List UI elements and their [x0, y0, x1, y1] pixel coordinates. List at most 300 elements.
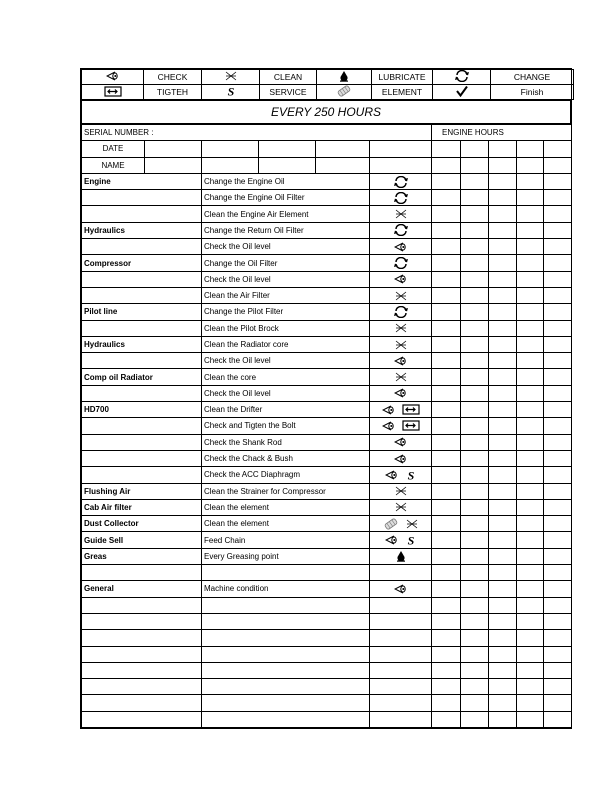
- component-label: [82, 613, 202, 629]
- hours-cell[interactable]: [544, 532, 572, 548]
- hours-cell[interactable]: [461, 222, 489, 238]
- hours-cell[interactable]: [489, 516, 517, 532]
- hours-cell[interactable]: [461, 255, 489, 271]
- hours-cell[interactable]: [489, 679, 517, 695]
- hours-cell[interactable]: [432, 581, 461, 597]
- hours-cell[interactable]: [432, 353, 461, 369]
- task-label: Clean the element: [202, 499, 370, 515]
- hours-cell[interactable]: [544, 581, 572, 597]
- symbol-cell: [370, 402, 432, 418]
- name-row: [82, 157, 572, 173]
- checkmark-icon: [433, 85, 491, 100]
- task-label: Change the Engine Oil Filter: [202, 190, 370, 206]
- component-label: Dust Collector: [82, 516, 202, 532]
- hours-cell[interactable]: [461, 353, 489, 369]
- component-label: [82, 662, 202, 678]
- hours-cell[interactable]: [461, 157, 489, 173]
- hours-cell[interactable]: [432, 190, 461, 206]
- clean-icon: [394, 372, 408, 381]
- task-label: Clean the Pilot Brock: [202, 320, 370, 336]
- component-label: Greas: [82, 548, 202, 564]
- table-row: [82, 662, 572, 678]
- hours-cell[interactable]: [517, 320, 544, 336]
- hours-cell[interactable]: [489, 402, 517, 418]
- hours-cell[interactable]: [461, 418, 489, 434]
- hours-cell[interactable]: [489, 450, 517, 466]
- table-row: [82, 646, 572, 662]
- hours-cell[interactable]: [461, 695, 489, 711]
- name-field[interactable]: [316, 157, 370, 173]
- hours-cell[interactable]: [432, 548, 461, 564]
- symbol-cell: [370, 418, 432, 434]
- hours-cell[interactable]: [489, 320, 517, 336]
- hours-cell[interactable]: [517, 711, 544, 727]
- check-icon: [394, 242, 408, 251]
- hours-cell[interactable]: [544, 483, 572, 499]
- symbol-cell: [370, 630, 432, 646]
- hours-cell[interactable]: [544, 157, 572, 173]
- hours-cell[interactable]: [489, 467, 517, 483]
- hours-cell[interactable]: [544, 711, 572, 727]
- task-label: Clean the Radiator core: [202, 336, 370, 352]
- hours-cell[interactable]: [489, 532, 517, 548]
- hours-cell[interactable]: [517, 467, 544, 483]
- symbol-cell: [370, 287, 432, 303]
- legend-label: ELEMENT: [372, 85, 433, 100]
- symbol-cell: [370, 434, 432, 450]
- symbol-cell: [370, 353, 432, 369]
- symbol-cell: [370, 450, 432, 466]
- hours-cell[interactable]: [517, 141, 544, 157]
- hours-cell[interactable]: [461, 239, 489, 255]
- symbol-cell: [370, 206, 432, 222]
- hours-cell[interactable]: [461, 402, 489, 418]
- hours-cell[interactable]: [489, 206, 517, 222]
- hours-cell[interactable]: [432, 157, 461, 173]
- task-label: Check the ACC Diaphragm: [202, 467, 370, 483]
- legend-label: CLEAN: [260, 70, 317, 85]
- hours-cell[interactable]: [432, 662, 461, 678]
- hours-cell[interactable]: [544, 613, 572, 629]
- hours-cell[interactable]: [432, 369, 461, 385]
- svg-text:S: S: [407, 534, 414, 547]
- hours-cell[interactable]: [432, 499, 461, 515]
- hours-cell[interactable]: [489, 385, 517, 401]
- hours-cell[interactable]: [489, 255, 517, 271]
- hours-cell[interactable]: [432, 271, 461, 287]
- hours-cell[interactable]: [432, 173, 461, 189]
- hours-cell[interactable]: [432, 597, 461, 613]
- legend-label: Finish: [491, 85, 574, 100]
- component-label: General: [82, 581, 202, 597]
- hours-cell[interactable]: [489, 157, 517, 173]
- component-label: [82, 190, 202, 206]
- hours-cell[interactable]: [489, 581, 517, 597]
- legend-label: SERVICE: [260, 85, 317, 100]
- hours-cell[interactable]: [517, 190, 544, 206]
- hours-cell[interactable]: [432, 141, 461, 157]
- task-label: [202, 695, 370, 711]
- component-label: [82, 565, 202, 581]
- hours-cell[interactable]: [432, 565, 461, 581]
- hours-cell[interactable]: [461, 173, 489, 189]
- symbol-cell: [370, 173, 432, 189]
- task-label: [202, 613, 370, 629]
- hours-cell[interactable]: [489, 483, 517, 499]
- task-label: Check the Oil level: [202, 353, 370, 369]
- check-icon: [382, 421, 396, 430]
- date-field[interactable]: [202, 141, 259, 157]
- hours-cell[interactable]: [432, 304, 461, 320]
- hours-cell[interactable]: [517, 173, 544, 189]
- hours-cell[interactable]: [544, 402, 572, 418]
- hours-cell[interactable]: [544, 287, 572, 303]
- hours-cell[interactable]: [432, 239, 461, 255]
- hours-cell[interactable]: [461, 646, 489, 662]
- hours-cell[interactable]: [517, 385, 544, 401]
- task-label: Change the Engine Oil: [202, 173, 370, 189]
- hours-cell[interactable]: [517, 646, 544, 662]
- hours-cell[interactable]: [544, 418, 572, 434]
- task-label: Clean the Drifter: [202, 402, 370, 418]
- symbol-cell: [370, 222, 432, 238]
- clean-icon: [394, 503, 408, 512]
- hours-cell[interactable]: [544, 239, 572, 255]
- task-label: Machine condition: [202, 581, 370, 597]
- hours-cell[interactable]: [544, 320, 572, 336]
- hours-cell[interactable]: [461, 597, 489, 613]
- date-field[interactable]: [370, 141, 432, 157]
- hours-cell[interactable]: [461, 450, 489, 466]
- symbol-cell: [370, 255, 432, 271]
- hours-cell[interactable]: [544, 662, 572, 678]
- hours-cell[interactable]: [432, 206, 461, 222]
- hours-cell[interactable]: [517, 695, 544, 711]
- component-label: [82, 434, 202, 450]
- hours-cell[interactable]: [461, 369, 489, 385]
- hours-cell[interactable]: [544, 222, 572, 238]
- component-label: Pilot line: [82, 304, 202, 320]
- symbol-cell: [370, 304, 432, 320]
- hours-cell[interactable]: [517, 499, 544, 515]
- table-row: [82, 695, 572, 711]
- component-label: [82, 450, 202, 466]
- svg-text:S: S: [407, 468, 414, 481]
- hours-cell[interactable]: [517, 206, 544, 222]
- hours-cell[interactable]: [517, 662, 544, 678]
- hours-cell[interactable]: [461, 581, 489, 597]
- component-label: [82, 287, 202, 303]
- hours-cell[interactable]: [544, 450, 572, 466]
- hours-cell[interactable]: [489, 711, 517, 727]
- hours-cell[interactable]: [489, 548, 517, 564]
- check-icon: [382, 405, 396, 414]
- hours-cell[interactable]: [544, 516, 572, 532]
- hours-cell[interactable]: [432, 336, 461, 352]
- hours-cell[interactable]: [461, 304, 489, 320]
- hours-cell[interactable]: [544, 467, 572, 483]
- hours-cell[interactable]: [517, 630, 544, 646]
- task-label: Check the Chack & Bush: [202, 450, 370, 466]
- hours-cell[interactable]: [461, 630, 489, 646]
- hours-cell[interactable]: [517, 548, 544, 564]
- change-icon: [393, 226, 409, 235]
- name-field[interactable]: [370, 157, 432, 173]
- check-icon: [385, 470, 399, 479]
- task-label: Clean the element: [202, 516, 370, 532]
- hours-cell[interactable]: [544, 336, 572, 352]
- hours-cell[interactable]: [544, 385, 572, 401]
- hours-cell[interactable]: [461, 206, 489, 222]
- date-field[interactable]: [316, 141, 370, 157]
- hours-cell[interactable]: [489, 662, 517, 678]
- hours-cell[interactable]: [432, 222, 461, 238]
- hours-cell[interactable]: [432, 287, 461, 303]
- hours-cell[interactable]: [544, 255, 572, 271]
- task-label: Check the Shank Rod: [202, 434, 370, 450]
- table-row: [82, 239, 572, 255]
- component-label: [82, 597, 202, 613]
- hours-cell[interactable]: [432, 613, 461, 629]
- oil-drop-icon: [317, 70, 372, 85]
- hours-cell[interactable]: [461, 434, 489, 450]
- hours-cell[interactable]: [461, 548, 489, 564]
- table-row: [82, 450, 572, 466]
- name-field[interactable]: [202, 157, 259, 173]
- hours-cell[interactable]: [461, 271, 489, 287]
- hours-cell[interactable]: [489, 646, 517, 662]
- hours-cell[interactable]: [544, 597, 572, 613]
- hours-cell[interactable]: [489, 271, 517, 287]
- hours-cell[interactable]: [517, 532, 544, 548]
- hours-cell[interactable]: [489, 597, 517, 613]
- hours-cell[interactable]: [517, 516, 544, 532]
- hours-cell[interactable]: [461, 141, 489, 157]
- hours-cell[interactable]: [432, 450, 461, 466]
- hours-cell[interactable]: [432, 679, 461, 695]
- hours-cell[interactable]: [432, 402, 461, 418]
- hours-cell[interactable]: [489, 304, 517, 320]
- symbol-cell: [370, 271, 432, 287]
- hours-cell[interactable]: [461, 532, 489, 548]
- hours-cell[interactable]: [489, 336, 517, 352]
- hours-cell[interactable]: [517, 483, 544, 499]
- hours-cell[interactable]: [544, 565, 572, 581]
- change-icon: [393, 258, 409, 267]
- task-label: Clean the core: [202, 369, 370, 385]
- hours-cell[interactable]: [544, 434, 572, 450]
- hours-cell[interactable]: [517, 369, 544, 385]
- hours-cell[interactable]: [461, 662, 489, 678]
- component-label: Comp oil Radiator: [82, 369, 202, 385]
- hours-cell[interactable]: [544, 271, 572, 287]
- component-label: [82, 353, 202, 369]
- hours-cell[interactable]: [461, 467, 489, 483]
- hours-cell[interactable]: [489, 613, 517, 629]
- name-field[interactable]: [145, 157, 202, 173]
- table-row: [82, 548, 572, 564]
- hours-cell[interactable]: [517, 565, 544, 581]
- component-label: [82, 646, 202, 662]
- hours-cell[interactable]: [432, 434, 461, 450]
- hours-cell[interactable]: [432, 646, 461, 662]
- hours-cell[interactable]: [461, 613, 489, 629]
- hours-cell[interactable]: [517, 222, 544, 238]
- hours-cell[interactable]: [461, 190, 489, 206]
- table-row: [82, 483, 572, 499]
- hours-cell[interactable]: [461, 679, 489, 695]
- element-icon: [383, 519, 399, 528]
- date-field[interactable]: [145, 141, 202, 157]
- hours-cell[interactable]: [517, 255, 544, 271]
- hours-cell[interactable]: [517, 336, 544, 352]
- hours-cell[interactable]: [489, 565, 517, 581]
- table-row: [82, 320, 572, 336]
- legend-label: TIGTEH: [144, 85, 202, 100]
- table-row: [82, 287, 572, 303]
- hours-cell[interactable]: [432, 255, 461, 271]
- hours-cell[interactable]: [461, 320, 489, 336]
- hours-cell[interactable]: [544, 141, 572, 157]
- symbol-cell: [370, 239, 432, 255]
- hours-cell[interactable]: [461, 385, 489, 401]
- task-label: Check the Oil level: [202, 239, 370, 255]
- legend-label: LUBRICATE: [372, 70, 433, 85]
- hours-cell[interactable]: [517, 418, 544, 434]
- hours-cell[interactable]: [489, 239, 517, 255]
- hours-cell[interactable]: [544, 679, 572, 695]
- hours-cell[interactable]: [517, 287, 544, 303]
- svg-text:S: S: [227, 85, 234, 97]
- hours-cell[interactable]: [461, 287, 489, 303]
- hours-cell[interactable]: [461, 565, 489, 581]
- task-label: Clean the Strainer for Compressor: [202, 483, 370, 499]
- hours-cell[interactable]: [461, 711, 489, 727]
- tighten-icon: [402, 421, 420, 430]
- hours-cell[interactable]: [517, 304, 544, 320]
- hours-cell[interactable]: [461, 336, 489, 352]
- eye-check-icon: [82, 70, 144, 85]
- hours-cell[interactable]: [489, 190, 517, 206]
- hours-cell[interactable]: [489, 630, 517, 646]
- tighten-icon: [402, 405, 420, 414]
- hours-cell[interactable]: [432, 467, 461, 483]
- hours-cell[interactable]: [517, 597, 544, 613]
- task-label: Change the Oil Filter: [202, 255, 370, 271]
- hours-cell[interactable]: [432, 385, 461, 401]
- hours-cell[interactable]: [461, 516, 489, 532]
- hours-cell[interactable]: [517, 157, 544, 173]
- hours-cell[interactable]: [432, 630, 461, 646]
- hours-cell[interactable]: [432, 516, 461, 532]
- checklist-table: [81, 124, 572, 728]
- hours-cell[interactable]: [517, 239, 544, 255]
- hours-cell[interactable]: [461, 499, 489, 515]
- name-field[interactable]: [259, 157, 316, 173]
- hours-cell[interactable]: [489, 499, 517, 515]
- legend-table: [81, 69, 574, 100]
- hours-cell[interactable]: [489, 287, 517, 303]
- hours-cell[interactable]: [517, 581, 544, 597]
- page-title: EVERY 250 HOURS: [82, 101, 571, 124]
- hours-cell[interactable]: [432, 532, 461, 548]
- component-label: [82, 206, 202, 222]
- hours-cell[interactable]: [544, 548, 572, 564]
- hours-cell[interactable]: [517, 434, 544, 450]
- symbol-cell: [370, 499, 432, 515]
- hours-cell[interactable]: [544, 695, 572, 711]
- hours-cell[interactable]: [489, 695, 517, 711]
- component-label: HD700: [82, 402, 202, 418]
- hours-cell[interactable]: [489, 141, 517, 157]
- hours-cell[interactable]: [432, 418, 461, 434]
- symbol-cell: [370, 581, 432, 597]
- component-label: [82, 711, 202, 727]
- hours-cell[interactable]: [544, 206, 572, 222]
- hours-cell[interactable]: [489, 173, 517, 189]
- task-label: [202, 565, 370, 581]
- task-label: Clean the Air Filter: [202, 287, 370, 303]
- hours-cell[interactable]: [517, 679, 544, 695]
- task-label: Check the Oil level: [202, 271, 370, 287]
- hours-cell[interactable]: [517, 353, 544, 369]
- hours-cell[interactable]: [432, 711, 461, 727]
- date-field[interactable]: [259, 141, 316, 157]
- hours-cell[interactable]: [544, 630, 572, 646]
- hours-cell[interactable]: [544, 499, 572, 515]
- hours-cell[interactable]: [517, 271, 544, 287]
- hours-cell[interactable]: [489, 222, 517, 238]
- component-label: Engine: [82, 173, 202, 189]
- hours-cell[interactable]: [544, 173, 572, 189]
- hours-cell[interactable]: [544, 304, 572, 320]
- hours-cell[interactable]: [432, 695, 461, 711]
- clean-icon: [394, 486, 408, 495]
- hours-cell[interactable]: [461, 483, 489, 499]
- hours-cell[interactable]: [489, 353, 517, 369]
- symbol-cell: [370, 320, 432, 336]
- task-label: [202, 662, 370, 678]
- hours-cell[interactable]: [489, 369, 517, 385]
- table-row: [82, 173, 572, 189]
- hours-cell[interactable]: [517, 613, 544, 629]
- hours-cell[interactable]: [489, 418, 517, 434]
- hours-cell[interactable]: [544, 646, 572, 662]
- hours-cell[interactable]: [544, 353, 572, 369]
- table-row: [82, 581, 572, 597]
- task-label: Change the Return Oil Filter: [202, 222, 370, 238]
- legend-label: CHANGE: [491, 70, 574, 85]
- hours-cell[interactable]: [517, 402, 544, 418]
- legend-row: [82, 70, 574, 85]
- serial-row: [82, 125, 572, 141]
- table-row: [82, 418, 572, 434]
- symbol-cell: [370, 695, 432, 711]
- component-label: [82, 418, 202, 434]
- check-icon: [394, 584, 408, 593]
- table-row: [82, 516, 572, 532]
- symbol-cell: [370, 532, 432, 548]
- hours-cell[interactable]: [544, 190, 572, 206]
- hours-cell[interactable]: [432, 483, 461, 499]
- hours-cell[interactable]: [432, 320, 461, 336]
- symbol-cell: [370, 385, 432, 401]
- hours-cell[interactable]: [517, 450, 544, 466]
- table-row: [82, 222, 572, 238]
- hours-cell[interactable]: [489, 434, 517, 450]
- hours-cell[interactable]: [544, 369, 572, 385]
- component-label: Hydraulics: [82, 222, 202, 238]
